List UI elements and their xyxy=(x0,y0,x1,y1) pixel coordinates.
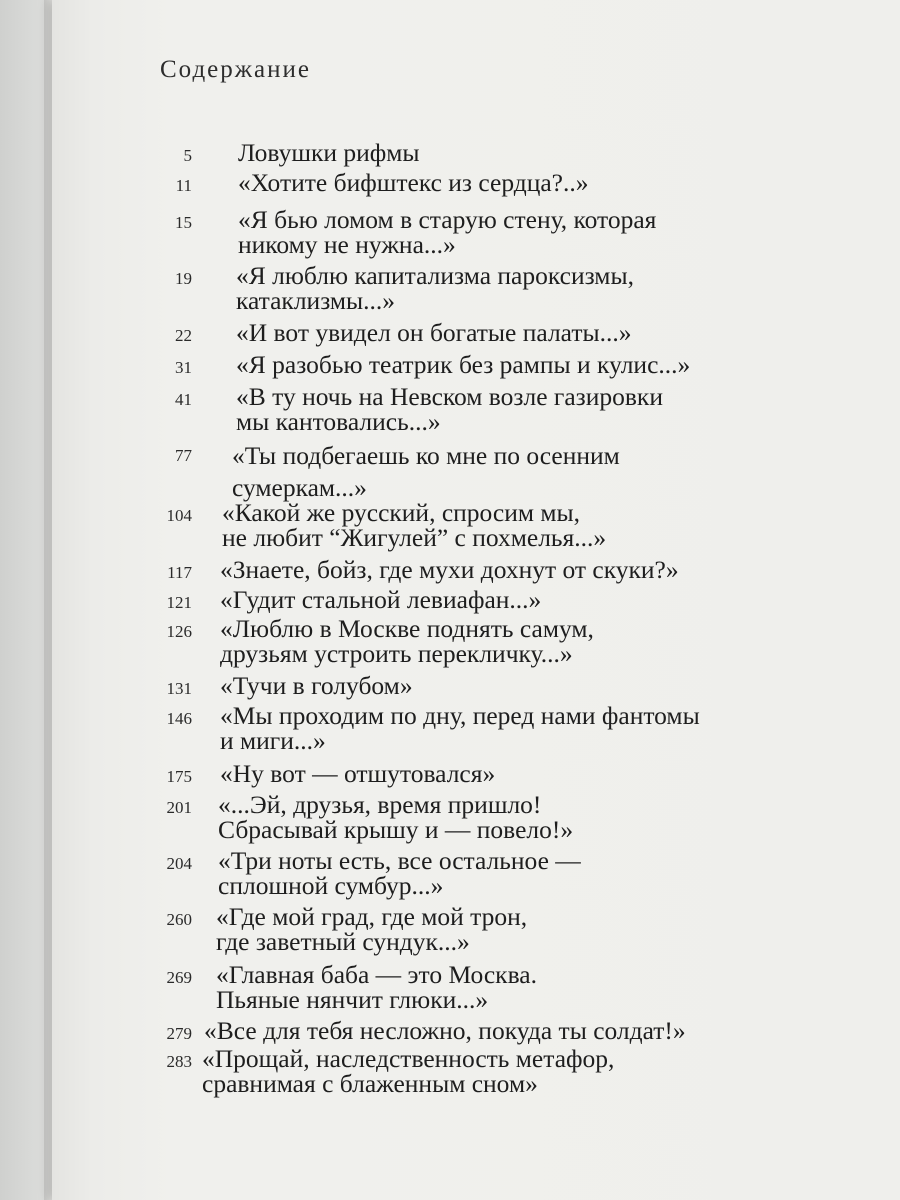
page-title: Содержание xyxy=(160,56,311,83)
toc-page-number: 175 xyxy=(166,767,192,786)
toc-title: Ловушки рифмы xyxy=(238,138,420,167)
toc-page-number: 269 xyxy=(166,968,192,987)
toc-title: «И вот увидел он богатые палаты...» xyxy=(236,318,632,347)
toc-page-number: 5 xyxy=(183,146,192,165)
toc-page-number: 117 xyxy=(167,563,192,582)
toc-title: «Какой же русский, спросим мы, не любит “Жигулей” с похмелья...» xyxy=(222,498,607,552)
toc-title: «Мы проходим по дну, перед нами фантомы и миги...» xyxy=(220,701,700,755)
toc-page-number: 283 xyxy=(166,1052,192,1071)
toc-title: «Ты подбегаешь ко мне по осенним сумеркам...» xyxy=(232,441,620,502)
toc-title: «Знаете, бойз, где мухи дохнут от скуки?» xyxy=(220,555,679,584)
toc-title: «Гудит стальной левиафан...» xyxy=(220,585,542,614)
toc-page-number: 126 xyxy=(166,622,192,641)
toc-page-number: 11 xyxy=(175,176,192,195)
toc-page-number: 260 xyxy=(166,910,192,929)
toc-title: «Я разобью театрик без рампы и кулис...» xyxy=(236,350,691,379)
toc-page-number: 19 xyxy=(175,269,192,288)
toc-page-number: 121 xyxy=(166,593,192,612)
toc-title: «Люблю в Москве поднять самум, друзьям устроить перекличку...» xyxy=(220,614,594,668)
toc-page-number: 77 xyxy=(175,446,192,465)
toc-title: «...Эй, друзья, время пришло! Сбрасывай крышу и — повело!» xyxy=(218,790,574,844)
toc-title: «Все для тебя несложно, покуда ты солдат!» xyxy=(204,1016,686,1045)
toc-title: «Прощай, наследственность метафор, сравнимая с блаженным сном» xyxy=(202,1044,615,1098)
toc-title: «Ну вот — отшутовался» xyxy=(220,759,496,788)
toc-page-number: 204 xyxy=(166,854,192,873)
toc-page-number: 15 xyxy=(175,213,192,232)
toc-title: «Где мой град, где мой трон, где заветный сундук...» xyxy=(216,902,528,956)
toc-title: «Я бью ломом в старую стену, которая никому не нужна...» xyxy=(238,205,657,259)
toc-title: «Главная баба — это Москва. Пьяные нянчит глюки...» xyxy=(216,960,537,1014)
toc-page-number: 146 xyxy=(166,709,192,728)
toc-title: «Три ноты есть, все остальное — сплошной сумбур...» xyxy=(218,846,581,900)
toc-page-number: 104 xyxy=(166,506,192,525)
toc-page-number: 41 xyxy=(175,390,192,409)
toc-page-number: 201 xyxy=(166,798,192,817)
toc-page-number: 131 xyxy=(166,679,192,698)
toc-title: «Я люблю капитализма пароксизмы, катаклизмы...» xyxy=(236,261,634,315)
toc-title: «В ту ночь на Невском возле газировки мы кантовались...» xyxy=(236,382,663,436)
toc-title: «Хотите бифштекс из сердца?..» xyxy=(238,168,589,197)
toc-page-number: 22 xyxy=(175,326,192,345)
toc-page-number: 279 xyxy=(166,1024,192,1043)
toc-page-number: 31 xyxy=(175,358,192,377)
toc-title: «Тучи в голубом» xyxy=(220,671,413,700)
